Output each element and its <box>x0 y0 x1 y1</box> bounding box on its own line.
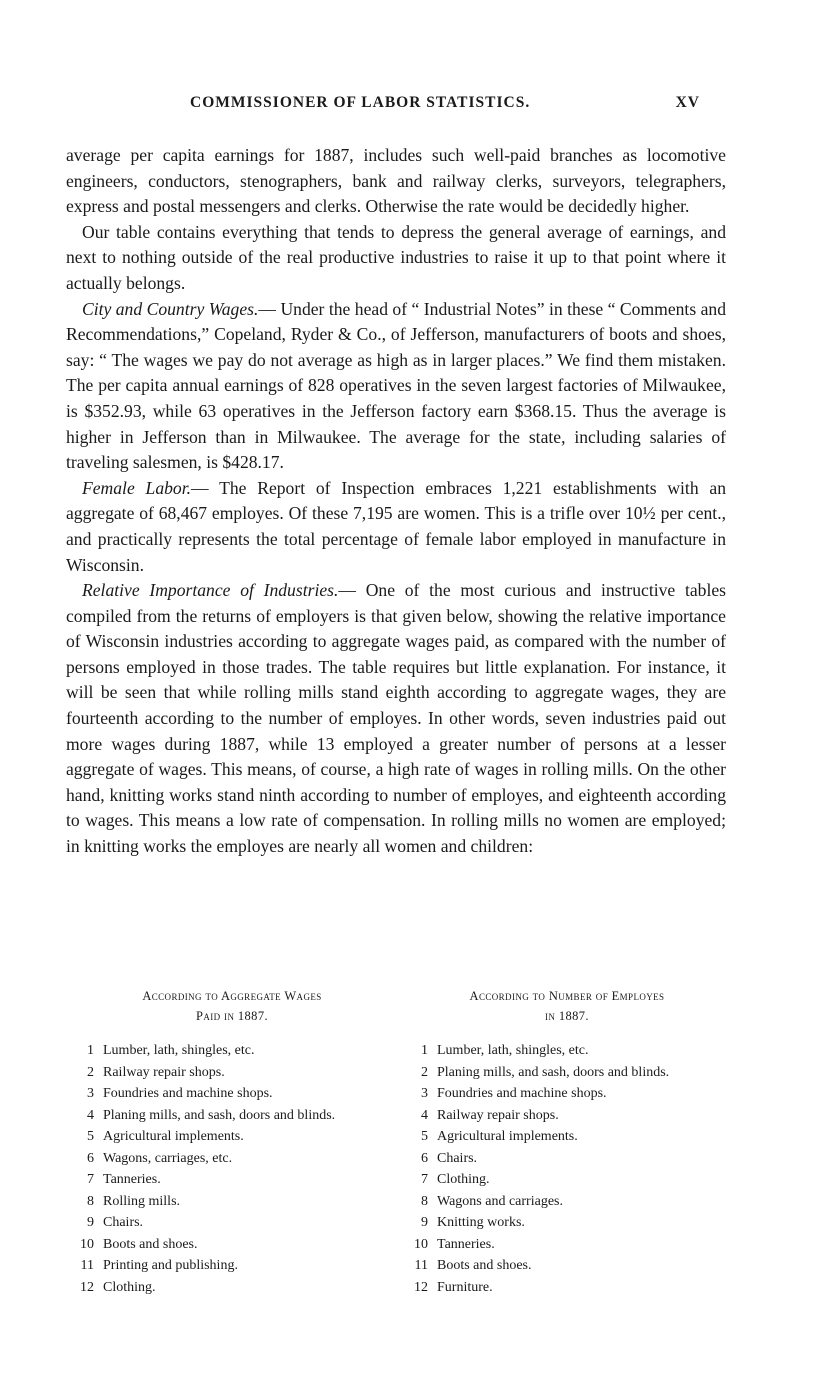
list-item <box>72 1234 402 1256</box>
page-title: COMMISSIONER OF LABOR STATISTICS. <box>190 94 531 111</box>
rank-number: 10 <box>414 1236 428 1252</box>
industry-label: Planing mills, and sash, doors and blinds. <box>103 1107 336 1123</box>
list-item <box>72 1083 402 1105</box>
section-heading-city-country-wages: City and Country Wages. <box>82 298 259 319</box>
list-item <box>72 1126 402 1148</box>
list-item <box>72 1191 402 1213</box>
list-item <box>408 1148 744 1170</box>
rank-number: 6 <box>87 1150 94 1166</box>
industry-label: Railway repair shops. <box>103 1064 225 1080</box>
rank-number: 9 <box>87 1215 94 1230</box>
list-item <box>72 1040 402 1062</box>
list-item <box>72 1277 402 1299</box>
table-heading <box>72 986 392 1034</box>
rank-number: 4 <box>421 1107 428 1123</box>
body-text <box>66 143 726 860</box>
rank-number: 2 <box>87 1064 94 1080</box>
list-item <box>72 1255 402 1277</box>
ranking-list <box>72 1040 402 1298</box>
list-item <box>408 1040 744 1062</box>
industry-label: Chairs. <box>103 1215 144 1230</box>
paragraph-female-labor <box>66 476 726 578</box>
rank-number: 8 <box>87 1193 94 1209</box>
table-by-aggregate-wages <box>72 986 402 1298</box>
list-item <box>408 1277 744 1299</box>
list-item <box>408 1212 744 1234</box>
industry-label: Printing and publishing. <box>103 1258 238 1273</box>
rank-number: 7 <box>87 1172 94 1187</box>
industry-label: Chairs. <box>437 1150 478 1166</box>
list-item <box>72 1105 402 1127</box>
industry-label: Railway repair shops. <box>437 1107 559 1123</box>
paragraph-continuation: average per capita earnings for 1887, includes such well-paid branches as locomotive engineers, conductors, stenographers, bank and railway clerks, surveyors, telegraphers, express and postal messengers and clerks. Otherwise the rate would be decidedly higher. <box>66 145 726 217</box>
industry-label: Planing mills, and sash, doors and blinds. <box>437 1064 670 1080</box>
industry-label: Boots and shoes. <box>437 1258 532 1273</box>
list-item <box>408 1191 744 1213</box>
rank-number: 11 <box>80 1258 94 1273</box>
rank-number: 5 <box>87 1129 94 1144</box>
list-item <box>408 1255 744 1277</box>
rank-number: 2 <box>421 1064 428 1080</box>
section-heading-relative-importance: Relative Importance of Industries. <box>82 580 339 601</box>
industry-label: Agricultural implements. <box>103 1129 244 1144</box>
industry-label: Clothing. <box>437 1172 490 1187</box>
list-item <box>408 1062 744 1084</box>
industry-label: Foundries and machine shops. <box>437 1086 607 1101</box>
rank-number: 12 <box>414 1279 428 1295</box>
table-heading-line: According to Number of Employes <box>469 989 665 1003</box>
list-item <box>408 1126 744 1148</box>
paragraph-city-country-wages <box>66 297 726 476</box>
table-heading-line: in 1887. <box>545 1009 589 1023</box>
list-item <box>72 1148 402 1170</box>
rank-number: 6 <box>421 1150 428 1166</box>
industry-label: Tanneries. <box>437 1236 495 1252</box>
industry-label: Lumber, lath, shingles, etc. <box>103 1043 255 1058</box>
paragraph-text: — One of the most curious and instructive tables compiled from the returns of employers is that given below, showing the relative importance of Wisconsin industries according to aggregate wages paid, as compared with the number of persons employed in those trades. The table requires but little explanation. For instance, it will be seen that while rolling mills stand eighth according to aggregate wages, they are fourteenth according to the number of employes. In other words, seven industries paid out more wages during 1887, while 13 employed a greater number of persons at a lesser aggregate of wages. This means, of course, a high rate of wages in rolling mills. On the other hand, knitting works stand ninth according to number of employes, and eighteenth according to wages. This means a low rate of compensation. In rolling mills no women are employed; in knitting works the employes are nearly all women and children: <box>66 580 726 857</box>
rank-number: 10 <box>80 1236 94 1252</box>
table-by-number-of-employes <box>408 986 744 1298</box>
industry-label: Wagons, carriages, etc. <box>103 1150 233 1166</box>
industry-label: Furniture. <box>437 1279 493 1295</box>
rank-number: 12 <box>80 1279 94 1295</box>
list-item <box>72 1212 402 1234</box>
rank-number: 7 <box>421 1172 428 1187</box>
industry-label: Wagons and carriages. <box>437 1193 563 1209</box>
rank-number: 1 <box>87 1043 94 1058</box>
list-item <box>72 1062 402 1084</box>
paragraph-text: — The Report of Inspection embraces 1,221 establishments with an aggregate of 68,467 employes. Of these 7,195 are women. This is a trifle over 10½ per cent., and practically represents the total percentage of female labor employed in manufacture in Wisconsin. <box>66 477 727 575</box>
rank-number: 3 <box>87 1086 94 1101</box>
industry-label: Knitting works. <box>437 1215 525 1230</box>
paragraph-text: — Under the head of “ Industrial Notes” in these “ Comments and Recommendations,” Copeland, Ryder & Co., of Jefferson, manufacturers of boots and shoes, say: “ The wages we pay do not average as high as in larger places.” We find them mistaken. The per capita annual earnings of 828 operatives in the seven largest factories of Milwaukee, is $352.93, while 63 operatives in the Jefferson factory earn $368.15. Thus the average is higher in Jefferson than in Milwaukee. The average for the state, including salaries of traveling salesmen, is $428.17. <box>66 298 727 473</box>
industry-label: Boots and shoes. <box>103 1236 198 1252</box>
table-heading-line: According to Aggregate Wages <box>142 989 322 1003</box>
paragraph-relative-importance <box>66 578 726 860</box>
rank-number: 5 <box>421 1129 428 1144</box>
industry-label: Lumber, lath, shingles, etc. <box>437 1043 589 1058</box>
rank-number: 1 <box>421 1043 428 1058</box>
page-number: XV <box>675 94 700 111</box>
ranking-list <box>408 1040 744 1298</box>
table-heading-line: Paid in 1887. <box>195 1009 269 1023</box>
industry-label: Clothing. <box>103 1279 156 1295</box>
rank-number: 11 <box>414 1258 428 1273</box>
industry-label: Rolling mills. <box>103 1193 181 1209</box>
list-item <box>408 1234 744 1256</box>
industry-label: Foundries and machine shops. <box>103 1086 273 1101</box>
rank-number: 3 <box>421 1086 428 1101</box>
rank-number: 9 <box>421 1215 428 1230</box>
section-heading-female-labor: Female Labor. <box>82 477 192 498</box>
list-item <box>408 1169 744 1191</box>
rank-number: 4 <box>87 1107 94 1123</box>
table-heading <box>408 986 726 1034</box>
industry-label: Tanneries. <box>103 1172 161 1187</box>
running-header <box>190 94 700 112</box>
list-item <box>408 1105 744 1127</box>
rank-number: 8 <box>421 1193 428 1209</box>
paragraph-table-note: Our table contains everything that tends to depress the general average of earnings, and next to nothing outside of the real productive industries to raise it up to that point where it actually belongs. <box>66 221 726 293</box>
industry-label: Agricultural implements. <box>437 1129 578 1144</box>
list-item <box>408 1083 744 1105</box>
list-item <box>72 1169 402 1191</box>
